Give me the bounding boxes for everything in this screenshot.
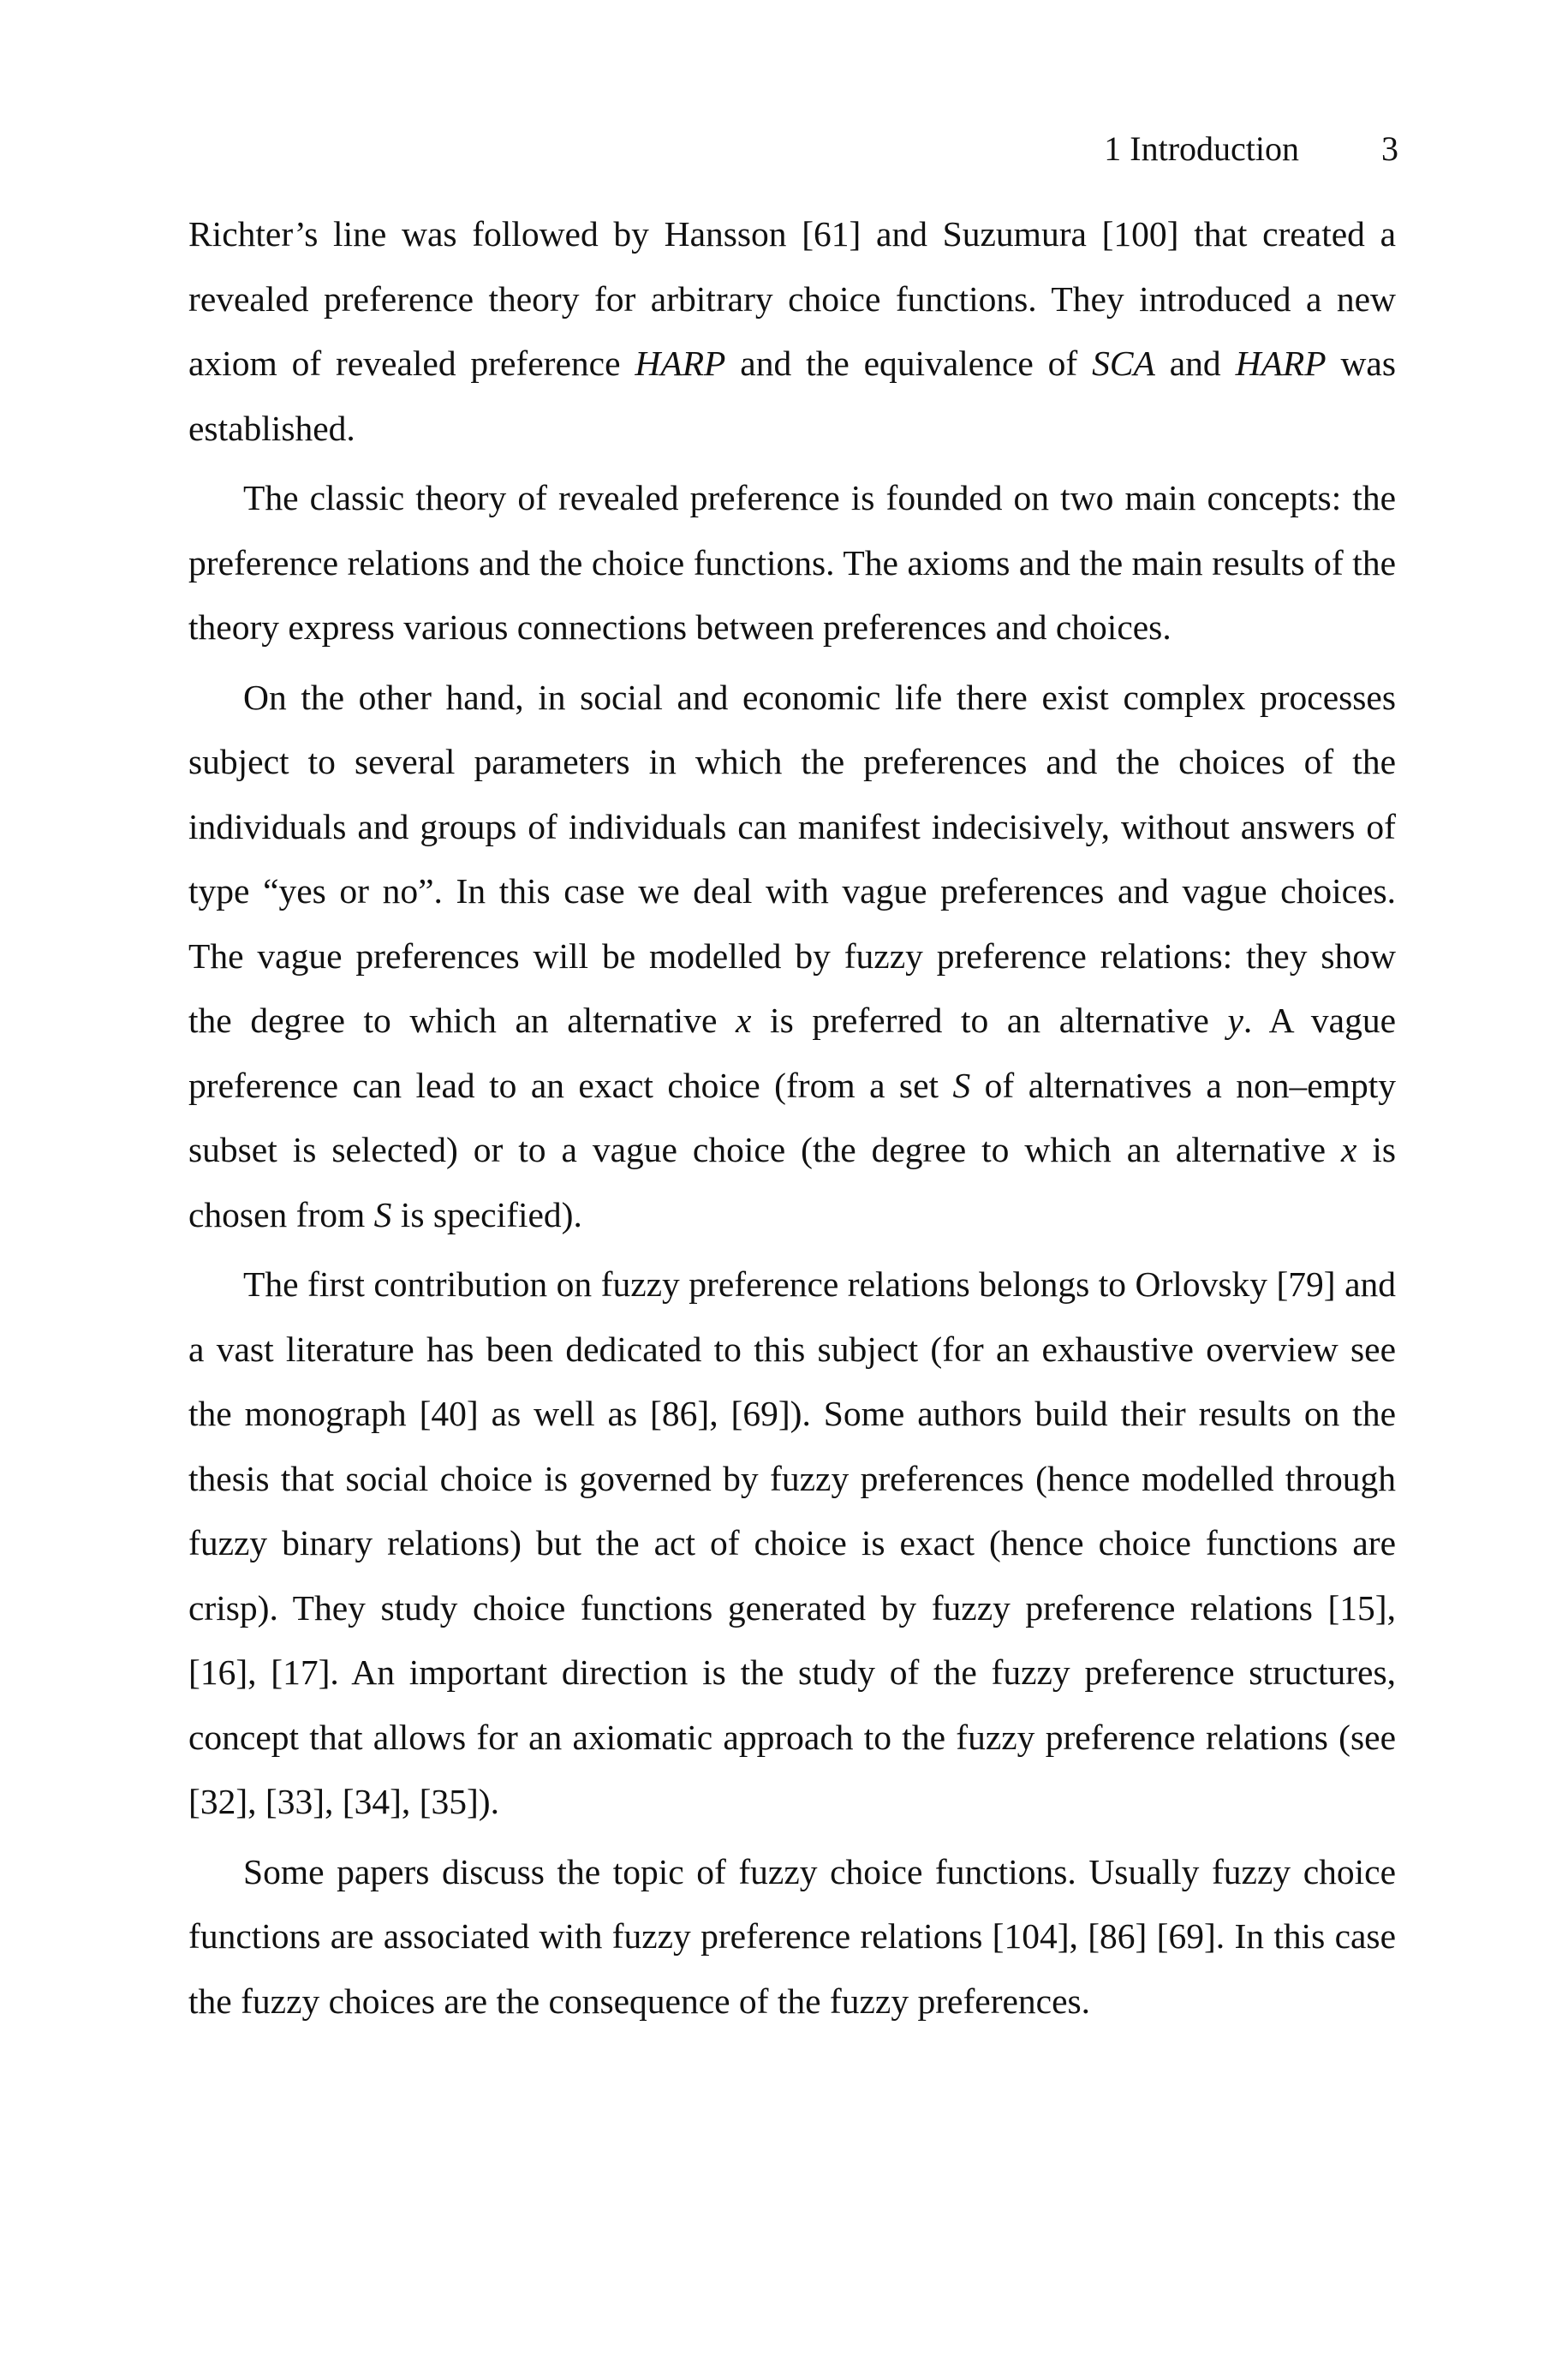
paragraph-2: The classic theory of revealed preference is founded on two main concepts: the preference relations and the choice functions. The axioms and the main results of the theory express various connections between preferences and choices. — [188, 478, 1396, 647]
paragraph-3-text: On the other hand, in social and economic life there exist complex processes subject to several parameters in which the preferences and the choices of the individuals and groups of individuals can manifest indecisively, without answers of type “yes or no”. In this case we deal with vague preferences and vague choices. The vague preferences will be modelled by fuzzy preference relations: they show the degree to which an alternative — [188, 677, 1396, 1040]
math-sca: SCA — [1092, 344, 1155, 383]
paragraph-3 — [188, 666, 1396, 1248]
paragraph-1-text: and — [1154, 344, 1236, 383]
math-s: S — [373, 1194, 392, 1234]
math-y: y — [1227, 1001, 1243, 1040]
chapter-title: 1 Introduction — [1104, 129, 1299, 168]
math-x: x — [1340, 1130, 1357, 1169]
paragraph-3-text: is specified). — [391, 1194, 582, 1234]
math-x: x — [736, 1001, 752, 1040]
paragraph-3-text: of alternatives a non–empty subset is selected) or to a vague choice (the degree to which an alternative — [188, 1065, 1396, 1169]
math-harp: HARP — [635, 344, 726, 383]
paragraph-1-text: Richter’s line was followed by Hansson [61] and Suzumura [100] that created a revealed preference theory for arbitrary choice functions. They introduced a new axiom of revealed preference — [188, 214, 1396, 383]
paragraph-1-text: and the equivalence of — [725, 344, 1093, 383]
paragraph-3-text: . A vague preference can lead to an exact choice (from a set — [188, 1001, 1396, 1105]
paragraph-1-text: was established. — [188, 344, 1397, 448]
math-harp: HARP — [1235, 344, 1327, 383]
running-header — [1104, 127, 1398, 171]
body-text — [188, 202, 1396, 2034]
paragraph-3-text: is preferred to an alternative — [751, 1001, 1228, 1040]
page-number: 3 — [1381, 129, 1398, 168]
paragraph-3-text: is chosen from — [188, 1130, 1397, 1234]
paragraph-1 — [188, 202, 1396, 461]
paragraph-5: Some papers discuss the topic of fuzzy choice functions. Usually fuzzy choice functions are associated with fuzzy preference relations [104], [86] [69]. In this case the fuzzy choices are the consequence of the fuzzy preferences. — [188, 1851, 1396, 2021]
paragraph-4: The first contribution on fuzzy preference relations belongs to Orlovsky [79] and a vast literature has been dedicated to this subject (for an exhaustive overview see the monograph [40] as well as [86], [69]). Some authors build their results on the thesis that social choice is governed by fuzzy preferences (hence modelled through fuzzy binary relations) but the act of choice is exact (hence choice functions are crisp). They study choice functions generated by fuzzy preference relations [15], [16], [17]. An important direction is the study of the fuzzy preference structures, concept that allows for an axiomatic approach to the fuzzy preference relations (see [32], [33], [34], [35]). — [188, 1264, 1396, 1821]
math-s: S — [952, 1065, 971, 1105]
